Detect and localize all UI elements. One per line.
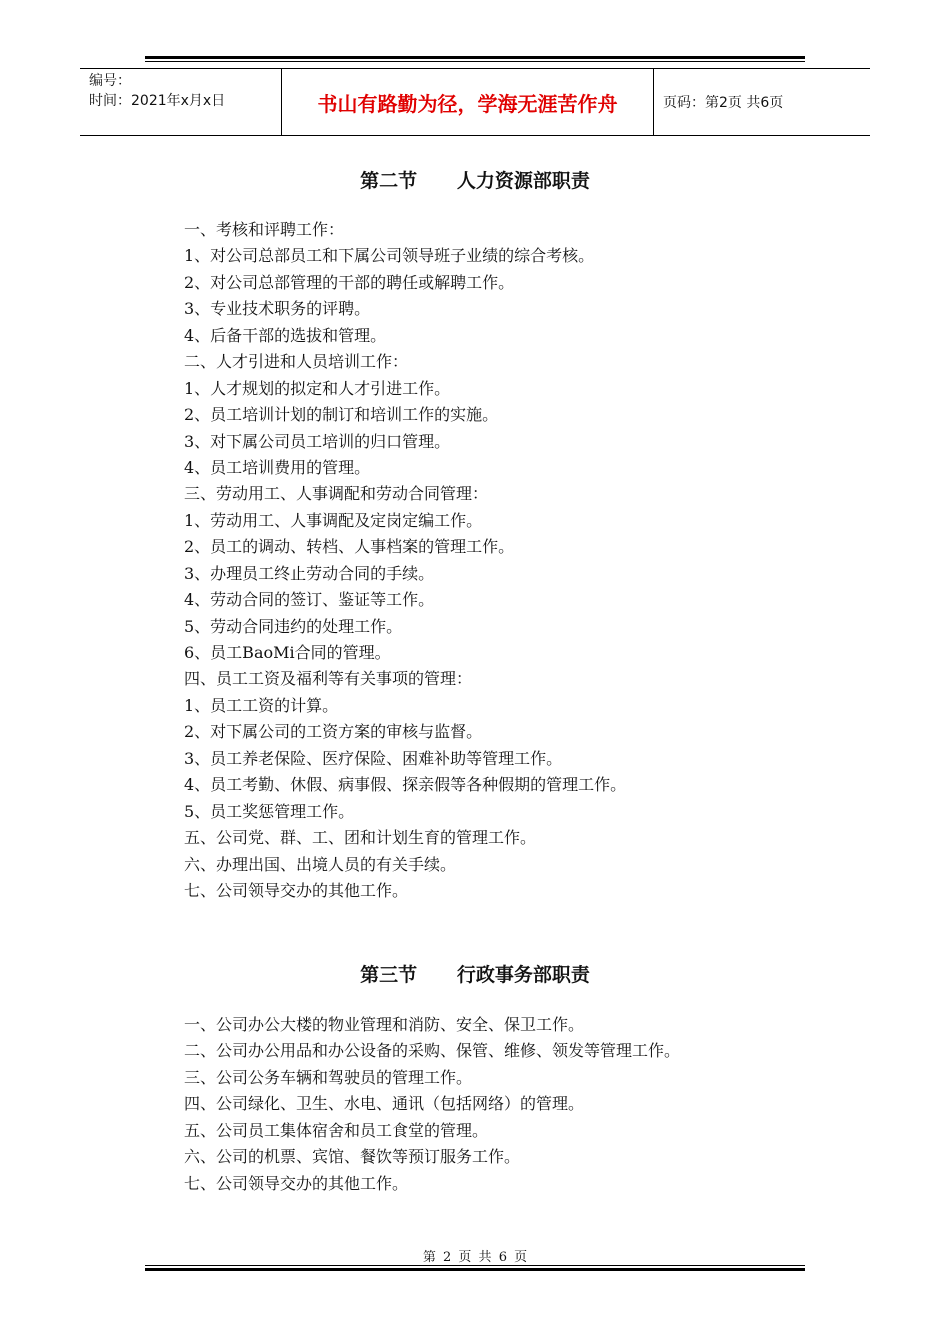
duty-item: 1、人才规划的拟定和人才引进工作。 — [184, 378, 451, 398]
duty-item: 6、员工BaoMi合同的管理。 — [184, 643, 391, 662]
duty-item: 1、员工工资的计算。 — [184, 695, 339, 715]
duty-item: 2、对公司总部管理的干部的聘任或解聘工作。 — [184, 272, 515, 292]
header-meta-cell — [80, 69, 282, 135]
document-header-table — [80, 68, 870, 136]
duty-item: 1、对公司总部员工和下属公司领导班子业绩的综合考核。 — [184, 246, 595, 266]
header-double-rule-thick — [145, 56, 805, 59]
duty-item: 2、对下属公司的工资方案的审核与监督。 — [184, 722, 483, 742]
duty-item: 二、公司办公用品和办公设备的采购、保管、维修、领发等管理工作。 — [184, 1041, 681, 1061]
duty-item: 2、员工的调动、转档、人事档案的管理工作。 — [184, 537, 515, 557]
duty-item: 4、员工培训费用的管理。 — [184, 457, 371, 477]
document-number-label: 编号： — [89, 73, 131, 89]
duty-item: 五、公司党、群、工、团和计划生育的管理工作。 — [184, 828, 537, 848]
duty-item: 3、员工养老保险、医疗保险、困难补助等管理工作。 — [184, 748, 563, 768]
header-page-info: 页码：第2页 共6页 — [663, 95, 784, 111]
duty-item: 3、办理员工终止劳动合同的手续。 — [184, 563, 435, 583]
section-3-duty-list — [184, 1012, 680, 1197]
duty-item: 4、劳动合同的签订、鉴证等工作。 — [184, 590, 435, 610]
duty-item: 1、劳动用工、人事调配及定岗定编工作。 — [184, 510, 483, 530]
footer-page-number: 第 2 页 共 6 页 — [422, 1250, 528, 1265]
header-double-rule-thin — [145, 61, 805, 62]
duty-item: 一、公司办公大楼的物业管理和消防、安全、保卫工作。 — [184, 1015, 585, 1034]
duty-item: 4、后备干部的选拔和管理。 — [184, 325, 387, 345]
duty-item: 5、员工奖惩管理工作。 — [184, 801, 355, 821]
duty-item: 3、专业技术职务的评聘。 — [184, 299, 371, 319]
header-motto: 书山有路勤为径，学海无涯苦作舟 — [282, 69, 654, 135]
section-2-title: 第二节 人力资源部职责 — [360, 170, 590, 192]
document-time-label: 时间：2021年x月x日 — [89, 93, 226, 109]
footer-double-rule-thick — [145, 1268, 805, 1271]
duty-item: 一、考核和评聘工作： — [184, 220, 345, 239]
duty-item: 七、公司领导交办的其他工作。 — [184, 880, 409, 900]
duty-item: 六、办理出国、出境人员的有关手续。 — [184, 854, 457, 874]
duty-item: 4、员工考勤、休假、病事假、探亲假等各种假期的管理工作。 — [184, 775, 627, 795]
duty-item: 七、公司领导交办的其他工作。 — [184, 1173, 409, 1193]
duty-item: 四、公司绿化、卫生、水电、通讯（包括网络）的管理。 — [184, 1094, 585, 1114]
duty-item: 三、公司公务车辆和驾驶员的管理工作。 — [184, 1067, 473, 1087]
duty-item: 六、公司的机票、宾馆、餐饮等预订服务工作。 — [184, 1147, 521, 1167]
duty-item: 3、对下属公司员工培训的归口管理。 — [184, 431, 451, 451]
duty-item: 四、员工工资及福利等有关事项的管理： — [184, 669, 473, 689]
duty-item: 2、员工培训计划的制订和培训工作的实施。 — [184, 405, 499, 425]
duty-item: 二、人才引进和人员培训工作： — [184, 352, 409, 372]
duty-item: 三、劳动用工、人事调配和劳动合同管理： — [184, 484, 489, 504]
section-3-title: 第三节 行政事务部职责 — [360, 964, 590, 986]
footer-double-rule-thin — [145, 1265, 805, 1266]
duty-item: 五、公司员工集体宿舍和员工食堂的管理。 — [184, 1120, 489, 1140]
section-2-duty-list — [184, 217, 626, 904]
duty-item: 5、劳动合同违约的处理工作。 — [184, 616, 403, 636]
